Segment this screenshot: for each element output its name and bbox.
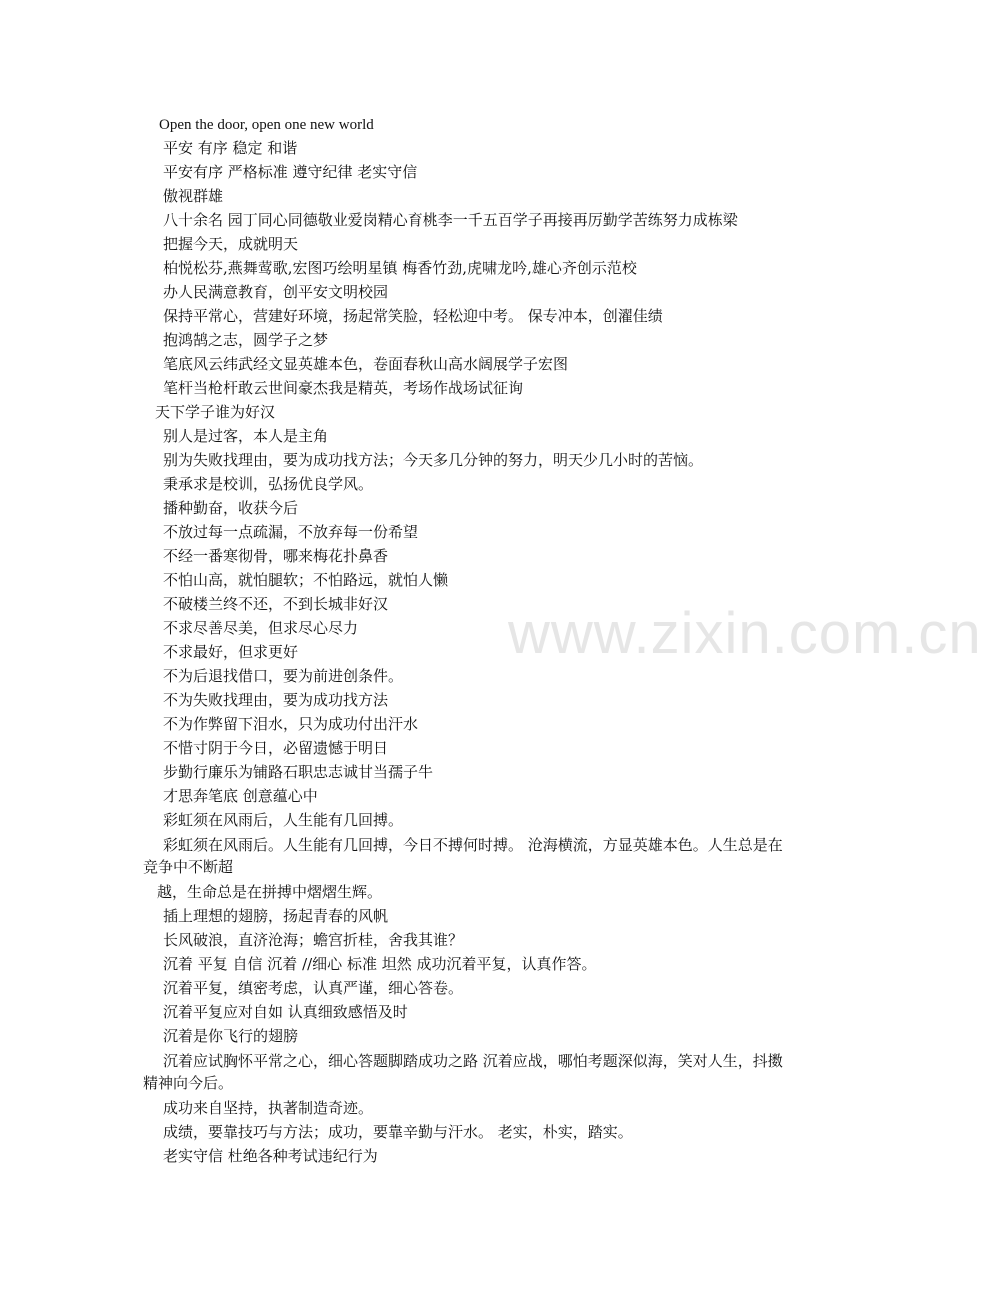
watermark: www.zixin.com.cn bbox=[508, 601, 982, 666]
text-line: 沉着 平复 自信 沉着 //细心 标准 坦然 成功沉着平复，认真作答。 bbox=[163, 955, 597, 973]
text-line: 成绩，要靠技巧与方法；成功，要靠辛勤与汗水。 老实，朴实，踏实。 bbox=[163, 1123, 633, 1141]
text-line: 不怕山高，就怕腿软；不怕路远，就怕人懒 bbox=[163, 571, 449, 589]
text-line: 把握今天，成就明天 bbox=[163, 235, 299, 253]
text-line: 办人民满意教育，创平安文明校园 bbox=[163, 283, 389, 301]
text-line: 别为失败找理由，要为成功找方法；今天多几分钟的努力，明天少几小时的苦恼。 bbox=[163, 451, 704, 469]
text-line: 不惜寸阴于今日，必留遗憾于明日 bbox=[163, 739, 389, 757]
text-line: 老实守信 杜绝各种考试违纪行为 bbox=[163, 1147, 378, 1165]
text-line: 长风破浪，直济沧海；蟾宫折桂，舍我其谁？ bbox=[163, 931, 464, 949]
text-line: 不放过每一点疏漏，不放弃每一份希望 bbox=[163, 523, 419, 541]
text-line: 不求尽善尽美，但求尽心尽力 bbox=[163, 619, 359, 637]
text-line: 不为失败找理由，要为成功找方法 bbox=[163, 691, 389, 709]
text-line: 八十余名 园丁同心同德敬业爱岗精心育桃李一千五百学子再接再厉勤学苦练努力成栋梁 bbox=[163, 211, 738, 229]
text-line: Open the door, open one new world bbox=[159, 117, 374, 133]
text-line: 天下学子谁为好汉 bbox=[155, 403, 276, 421]
text-line: 秉承求是校训，弘扬优良学风。 bbox=[163, 475, 374, 493]
text-line: 沉着平复应对自如 认真细致感悟及时 bbox=[163, 1003, 408, 1021]
text-line: 抱鸿鹄之志，圆学子之梦 bbox=[163, 331, 329, 349]
text-line: 平安有序 严格标准 遵守纪律 老实守信 bbox=[163, 163, 418, 181]
text-line: 成功来自坚持，执著制造奇迹。 bbox=[163, 1099, 374, 1117]
text-line: 柏悦松芬,燕舞莺歌,宏图巧绘明星镇 梅香竹劲,虎啸龙吟,雄心齐创示范校 bbox=[163, 259, 637, 277]
text-line-wrapped: 沉着应试胸怀平常之心，细心答题脚踏成功之路 沉着应战，哪怕考题深似海，笑对人生，抖擞精神向今后。 bbox=[143, 1052, 783, 1092]
text-line: 不求最好，但求更好 bbox=[163, 643, 299, 661]
text-line: 步勤行廉乐为铺路石职忠志诚甘当孺子牛 bbox=[163, 763, 434, 781]
text-line: 插上理想的翅膀，扬起青春的风帆 bbox=[163, 907, 389, 925]
text-line: 傲视群雄 bbox=[163, 187, 224, 205]
text-line: 沉着是你飞行的翅膀 bbox=[163, 1027, 299, 1045]
text-line: 笔杆当枪杆敢云世间豪杰我是精英，考场作战场试征询 bbox=[163, 379, 524, 397]
text-line: 播种勤奋，收获今后 bbox=[163, 499, 299, 517]
text-line: 不为后退找借口，要为前进创条件。 bbox=[163, 667, 404, 685]
text-line: 笔底风云纬武经文显英雄本色，卷面春秋山高水阔展学子宏图 bbox=[163, 355, 569, 373]
text-line: 才思奔笔底 创意蕴心中 bbox=[163, 787, 318, 805]
text-line: 保持平常心，营建好环境，扬起常笑脸，轻松迎中考。 保专冲本，创濯佳绩 bbox=[163, 307, 663, 325]
text-line: 沉着平复，缜密考虑，认真严谨，细心答卷。 bbox=[163, 979, 464, 997]
text-line: 不经一番寒彻骨，哪来梅花扑鼻香 bbox=[163, 547, 389, 565]
text-line: 别人是过客，本人是主角 bbox=[163, 427, 329, 445]
text-line: 彩虹须在风雨后，人生能有几回搏。 bbox=[163, 811, 404, 829]
text-line: 越，生命总是在拼搏中熠熠生辉。 bbox=[157, 883, 383, 901]
text-line: 不破楼兰终不还，不到长城非好汉 bbox=[163, 595, 389, 613]
text-line: 不为作弊留下泪水，只为成功付出汗水 bbox=[163, 715, 419, 733]
text-line: 平安 有序 稳定 和谐 bbox=[163, 139, 298, 157]
text-line-wrapped: 彩虹须在风雨后。人生能有几回搏，今日不搏何时搏。 沧海横流，方显英雄本色。人生总是在竞争中不断超 bbox=[143, 836, 783, 876]
